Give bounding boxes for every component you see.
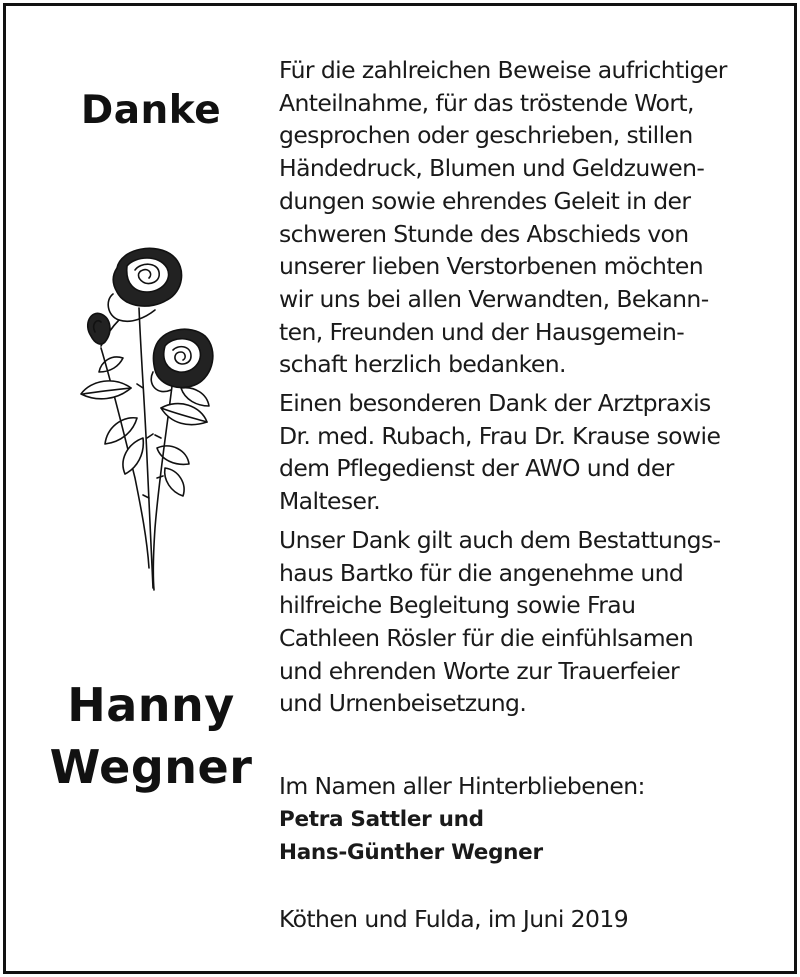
left-column xyxy=(6,6,276,971)
text-line: dem Pflegedienst der AWO und der xyxy=(279,454,674,483)
thank-you-text xyxy=(279,54,789,726)
text-line: Einen besonderen Dank der Arztpraxis xyxy=(279,389,711,418)
paragraph-3 xyxy=(279,524,789,720)
deceased-first-name: Hanny xyxy=(67,678,235,732)
text-line: haus Bartko für die angenehme und xyxy=(279,558,684,587)
text-line: Anteilnahme, für das tröstende Wort, xyxy=(279,88,694,117)
signature-intro: Im Namen aller Hinterbliebenen: xyxy=(279,772,645,800)
text-line: unserer lieben Verstorbenen möchten xyxy=(279,252,704,281)
text-line: und ehrenden Worte zur Trauerfeier xyxy=(279,656,680,685)
signatory-name: Petra Sattler und xyxy=(279,807,484,832)
heading-danke: Danke xyxy=(80,88,222,133)
text-line: hilfreiche Begleitung sowie Frau xyxy=(279,591,636,620)
text-line: Unser Dank gilt auch dem Bestattungs- xyxy=(279,525,721,554)
text-line: schweren Stunde des Abschieds von xyxy=(279,219,689,248)
text-line: ten, Freunden und der Hausgemein- xyxy=(279,317,685,346)
obituary-card xyxy=(3,3,797,974)
signatory-name: Hans-Günther Wegner xyxy=(279,840,543,865)
text-line: gesprochen oder geschrieben, stillen xyxy=(279,121,693,150)
text-line: schaft herzlich bedanken. xyxy=(279,350,566,379)
text-line: dungen sowie ehrendes Geleit in der xyxy=(279,186,691,215)
paragraph-1 xyxy=(279,54,789,381)
text-line: wir uns bei allen Verwandten, Bekann- xyxy=(279,284,709,313)
text-line: Für die zahlreichen Beweise aufrichtiger xyxy=(279,56,727,84)
text-line: Händedruck, Blumen und Geldzuwen- xyxy=(279,154,705,183)
paragraph-2 xyxy=(279,387,789,518)
place-date: Köthen und Fulda, im Juni 2019 xyxy=(279,905,629,933)
text-line: Malteser. xyxy=(279,487,381,516)
deceased-last-name: Wegner xyxy=(49,740,253,794)
rose-icon xyxy=(61,238,231,598)
text-line: und Urnenbeisetzung. xyxy=(279,689,527,718)
text-line: Dr. med. Rubach, Frau Dr. Krause sowie xyxy=(279,421,721,450)
signature-block xyxy=(279,770,789,869)
text-line: Cathleen Rösler für die einfühlsamen xyxy=(279,623,694,652)
